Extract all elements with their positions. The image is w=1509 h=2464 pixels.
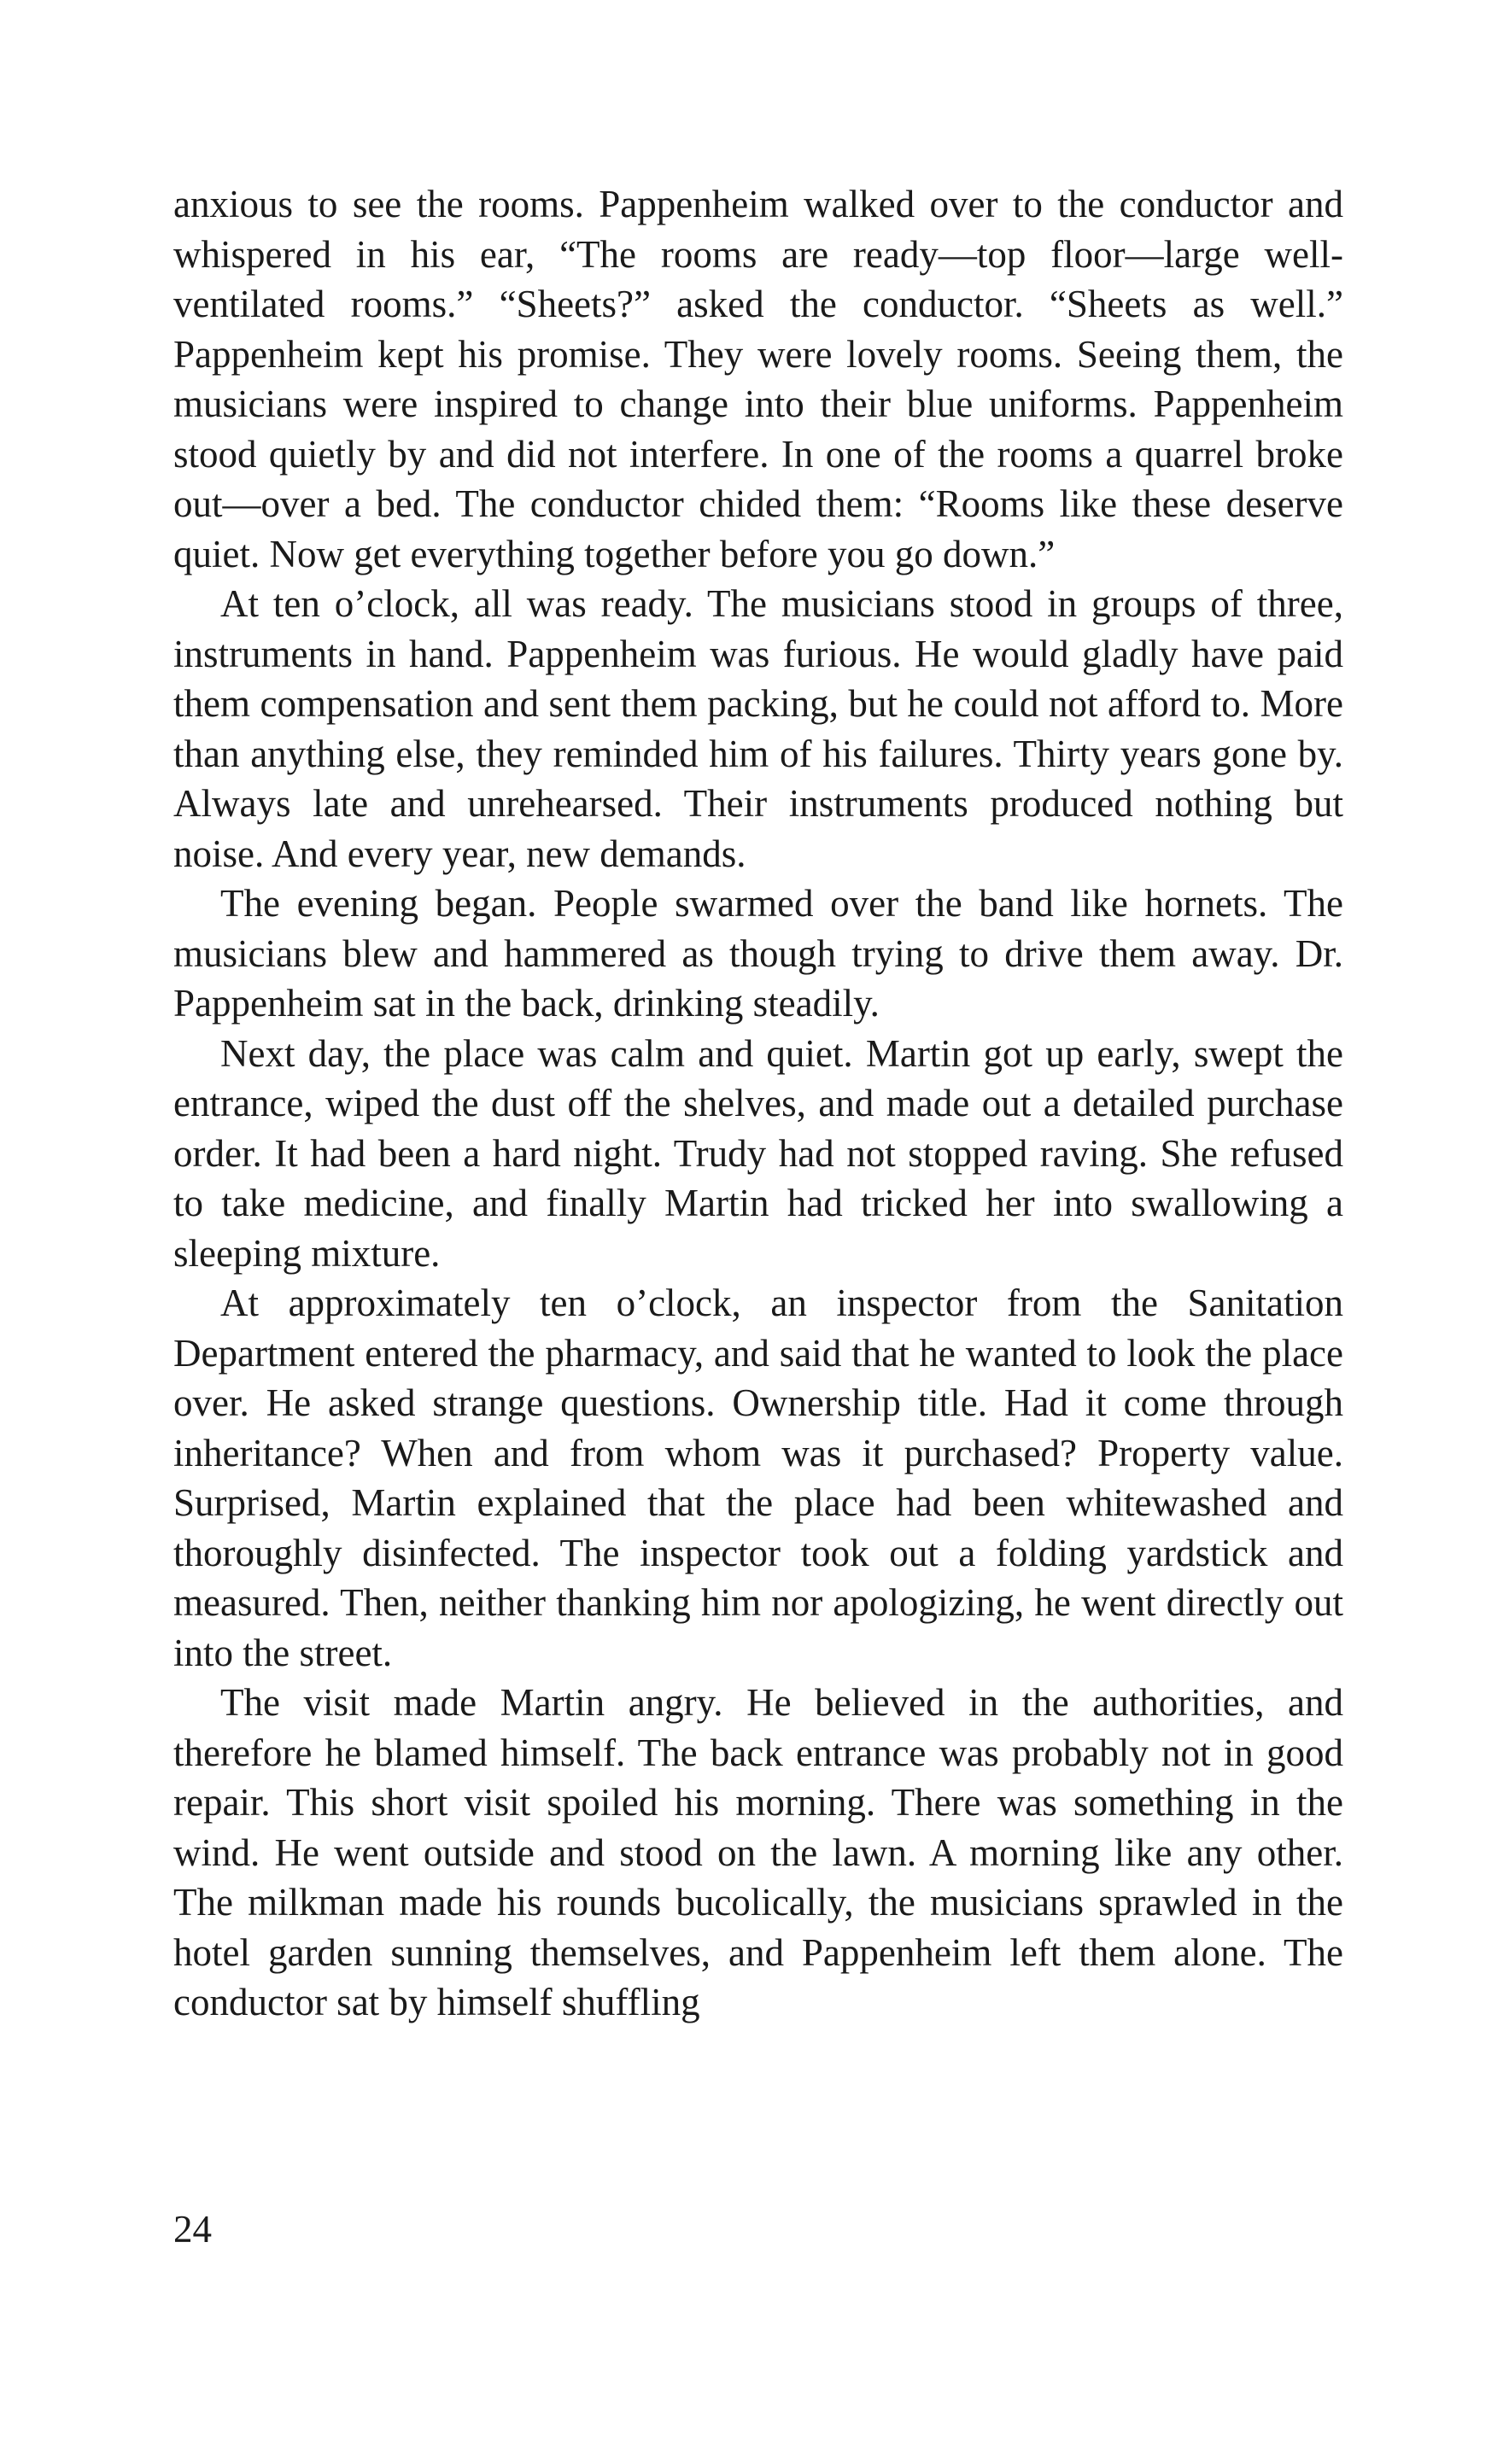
paragraph-4: Next day, the place was calm and quiet. Martin got up early, swept the entrance, wiped the dust off the shelves, and made out a detailed purchase order. It had been a hard night. Trudy had not stopped raving. She refused to take medicine, and finally Martin had tricked her into swallowing a sleeping mixture.	[173, 1031, 1343, 1275]
paragraph-6: The visit made Martin angry. He believed in the authorities, and therefore he blamed himself. The back entrance was probably not in good repair. This short visit spoiled his morning. There was something in the wind. He went outside and stood on the lawn. A morning like any other. The milkman made his rounds bucolically, the musicians sprawled in the hotel garden sunning themselves, and Pappenheim left them alone. The conductor sat by himself shuffling	[173, 1681, 1343, 2023]
page-number: 24	[173, 2208, 212, 2251]
paragraph-2: At ten o’clock, all was ready. The musicians stood in groups of three, instruments in hand. Pappenheim was furious. He would gladly have paid them compensation and sent them packing, but he could not afford to. More than anything else, they reminded him of his failures. Thirty years gone by. Always late and unrehearsed. Their instruments produced nothing but noise. And every year, new demands.	[173, 582, 1343, 875]
body-text	[173, 179, 1343, 2028]
paragraph-5: At approximately ten o’clock, an inspector from the Sanitation Department entered the pharmacy, and said that he wanted to look the place over. He asked strange questions. Ownership title. Had it come through inheritance? When and from whom was it purchased? Property value. Surprised, Martin explained that the place had been whitewashed and thoroughly disinfected. The inspector took out a folding yardstick and measured. Then, neither thanking him nor apologizing, he went directly out into the street.	[173, 1282, 1343, 1674]
paragraph-3: The evening began. People swarmed over the band like hornets. The musicians blew and hammered as though trying to drive them away. Dr. Pappenheim sat in the back, drinking steadily.	[173, 882, 1343, 1025]
paragraph-1: anxious to see the rooms. Pappenheim walked over to the conductor and whispered in his ear, “The rooms are ready—top floor—large well-ventilated rooms.” “Sheets?” asked the conductor. “Sheets as well.” Pappenheim kept his promise. They were lovely rooms. Seeing them, the musicians were inspired to change into their blue uniforms. Pappenheim stood quietly by and did not interfere. In one of the rooms a quarrel broke out—over a bed. The conductor chided them: “Rooms like these deserve quiet. Now get everything together before you go down.”	[173, 183, 1343, 575]
